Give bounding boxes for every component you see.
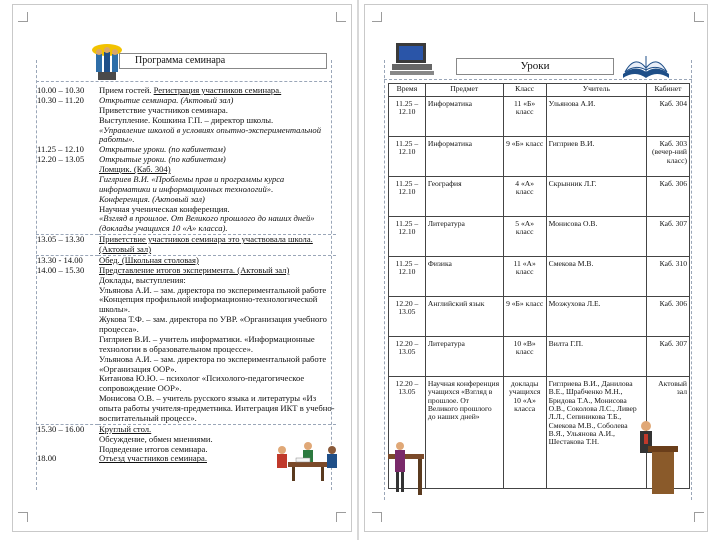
table-row: [389, 337, 690, 377]
table-row: [389, 297, 690, 337]
corner-mark: [372, 512, 382, 522]
schedule-time: 12.20 – 13.05: [37, 154, 85, 165]
cell-klass: 10 «В» класс: [503, 337, 546, 377]
program-header: Программа семинара: [119, 53, 327, 69]
schedule-time: 10.00 – 10.30: [37, 85, 85, 95]
schedule-row: [36, 155, 336, 165]
schedule-event-text: Доклады, выступления:: [99, 274, 186, 285]
table-row: [389, 137, 690, 177]
schedule-time: [36, 286, 98, 316]
corner-mark: [18, 512, 28, 522]
schedule-event-text: Приветствие участников семинара это участвовала школа. (Актовый зал): [99, 234, 313, 254]
lessons-header: Уроки: [456, 58, 614, 75]
cell-room: Каб. 304: [646, 97, 689, 137]
student-desk-icon: [384, 440, 434, 498]
schedule-time: 13.30 - 14.00: [36, 255, 98, 265]
schedule-time: [36, 116, 98, 126]
cell-teacher: Скрынник Л.Г.: [546, 177, 646, 217]
schedule-event-text: Китанова Ю.Ю. – психолог «Психолого-педагогическое сопровождение ООР».: [99, 373, 305, 394]
schedule-time: [36, 205, 98, 215]
schedule-time: [36, 435, 98, 445]
schedule-event-text: Жукова Т.Ф. – зам. директора по УВР. «Организация учебного процесса».: [99, 314, 327, 334]
students-discussion-icon: [270, 438, 342, 482]
corner-mark: [336, 512, 346, 522]
schedule-time: 13.05 – 13.30: [36, 235, 98, 256]
schedule-event-text: Ломщик. (Каб. 304): [99, 164, 171, 174]
schedule-row: [36, 394, 336, 424]
corner-mark: [18, 12, 28, 22]
schedule-event-text: Научная ученическая конференция.: [99, 203, 230, 214]
cell-teacher: Мозжухова Л.Е.: [546, 297, 646, 337]
guide-line: [36, 81, 332, 82]
cell-room: Каб. 310: [646, 257, 689, 297]
cell-time: 12.20 – 13.05: [389, 377, 426, 489]
cell-teacher: Гиглриева В.И., Данилова В.Е., Шрабченко М.Н., Бридова Т.А., Монисова О.В., Соколова Л.С., Ливер Л.Л., Сепиникова Т.Б., Смекова М.В., Соболева В.Я., Ульянова А.И., Шестакова Т.Н.: [546, 377, 646, 489]
computer-icon: [390, 42, 434, 76]
schedule-event-text: Представление итогов эксперимента. (Актовый зал): [99, 264, 290, 275]
schedule-row: [36, 374, 336, 394]
cell-klass: доклады учащихся 10 «А» класса: [503, 377, 546, 489]
lecturer-icon: [632, 420, 682, 498]
schedule-event-text: Монисова О.В. – учитель русского языка и литературы «Из опыта работы учителя-предметника. Интеграция ИКТ в учебно-воспитательный процесс».: [99, 393, 335, 423]
schedule-row: [36, 235, 336, 256]
cell-klass: 5 «А» класс: [503, 217, 546, 257]
cell-room: Каб. 306: [646, 297, 689, 337]
schedule-event-text: Обсуждение, обмен мнениями.: [99, 433, 213, 444]
schedule-event-text: Гиглриев В.И. «Проблемы прав и программы курса информатики и информационных технологий».: [99, 173, 285, 194]
cell-klass: 9 «Б» класс: [503, 137, 546, 177]
cell-subject: География: [425, 177, 503, 217]
schedule-time: 15.30 – 16.00: [36, 424, 98, 434]
schedule-time: [36, 276, 98, 286]
cell-subject: Литература: [425, 217, 503, 257]
cell-time: 11.25 – 12.10: [389, 137, 426, 177]
cell-klass: 9 «Б» класс: [503, 297, 546, 337]
cell-klass: 11 «Б» класс: [503, 97, 546, 137]
program-schedule: [36, 86, 336, 464]
schedule-time: [36, 394, 98, 424]
schedule-time: [36, 335, 98, 355]
corner-mark: [694, 512, 704, 522]
schedule-time: [36, 214, 98, 234]
schedule-event: [98, 374, 336, 394]
cell-teacher: Смекова М.В.: [546, 257, 646, 297]
schedule-time: [36, 355, 98, 375]
column-header: Класс: [503, 84, 546, 97]
cell-subject: Информатика: [425, 97, 503, 137]
column-header: Учитель: [546, 84, 646, 97]
schedule-event-text: Выступление. Кошкина Г.П. – директор школы.: [99, 114, 274, 125]
column-header: Кабинет: [646, 84, 689, 97]
schedule-event-text: Регистрация участников семинара.: [153, 85, 282, 95]
cell-klass: 11 «А» класс: [503, 257, 546, 297]
cell-room: Актовый зал: [646, 377, 689, 489]
schedule-event-text: «Взгляд в прошлое. От Великого прошлого до наших дней» (доклады учащихся 10 «А» класса).: [99, 213, 315, 234]
schedule-event: [98, 355, 336, 375]
cell-room: Каб. 306: [646, 177, 689, 217]
table-header-row: [389, 84, 690, 97]
cell-time: 11.25 – 12.10: [389, 97, 426, 137]
schedule-row: [36, 175, 336, 195]
cell-teacher: Гиглриев В.И.: [546, 137, 646, 177]
cell-room: Каб. 303 (вечер-ний класс): [646, 137, 689, 177]
guide-line: [691, 60, 692, 500]
schedule-event: [98, 126, 336, 146]
schedule-time: 14.00 – 15.30: [37, 264, 85, 275]
schedule-event-text: Обед. (Школьная столовая): [99, 254, 199, 265]
schedule-event-text: Отъезд участников семинара.: [99, 453, 207, 464]
cell-time: 11.25 – 12.10: [389, 217, 426, 257]
schedule-event: [98, 315, 336, 335]
table-row: [389, 97, 690, 137]
schedule-row: [36, 315, 336, 335]
schedule-event-text: Круглый стол.: [99, 423, 152, 434]
schedule-event-text: Гиглриев В.И. – учитель информатики. «Информационные технологии в образовательном процессе».: [99, 333, 315, 354]
cell-subject: Литература: [425, 337, 503, 377]
schedule-event-text: Приветствие участников семинара.: [99, 104, 228, 115]
schedule-event-text: «Управление школой в условиях опытно-экспериментальной работы».: [99, 124, 321, 145]
cell-room: Каб. 307: [646, 337, 689, 377]
corner-mark: [336, 12, 346, 22]
schedule-event: [98, 394, 336, 424]
schedule-event: [98, 214, 336, 234]
schedule-time: 10.30 – 11.20: [37, 94, 84, 105]
schedule-event-text: Прием гостей.: [99, 85, 154, 95]
schedule-time: [36, 175, 98, 195]
cell-subject: Физика: [425, 257, 503, 297]
schedule-event-text: Открытие семинара. (Актовый зал): [99, 94, 234, 105]
schedule-event-text: Ульянова А.И. – зам. директора по экспериментальной работе «Концепция профильной информационно-технологической школы».: [99, 284, 327, 315]
schedule-event: [98, 335, 336, 355]
table-row: [389, 217, 690, 257]
schedule-time: [36, 195, 98, 205]
corner-mark: [372, 12, 382, 22]
schedule-row: [36, 126, 336, 146]
cell-time: 12.20 – 13.05: [389, 337, 426, 377]
cell-time: 11.25 – 12.10: [389, 177, 426, 217]
guide-line: [384, 60, 385, 500]
schedule-row: [36, 214, 336, 234]
schedule-event: [98, 235, 336, 256]
schedule-time: [36, 374, 98, 394]
schedule-event-text: Ульянова А.И. – зам. директора по экспериментальной работе «Организация ООР».: [99, 353, 327, 374]
table-row: [389, 257, 690, 297]
schedule-event-text: Конференция. (Актовый зал): [99, 193, 205, 204]
schedule-time: [36, 126, 98, 146]
schedule-event-text: Подведение итогов семинара.: [99, 443, 208, 454]
schedule-event: [98, 286, 336, 316]
schedule-time: [36, 315, 98, 335]
corner-mark: [694, 12, 704, 22]
page-spine: [357, 0, 359, 540]
cell-time: 12.20 – 13.05: [389, 297, 426, 337]
cell-subject: Английский язык: [425, 297, 503, 337]
cell-subject: Информатика: [425, 137, 503, 177]
column-header: Время: [389, 84, 426, 97]
cell-teacher: Монисова О.В.: [546, 217, 646, 257]
schedule-row: [36, 266, 336, 276]
schedule-row: [36, 286, 336, 316]
schedule-event-text: Открытые уроки. (по кабинетам): [99, 144, 226, 155]
cell-teacher: Вилта Г.П.: [546, 337, 646, 377]
schedule-time: 11.25 – 12.10: [37, 144, 84, 155]
table-row: [389, 177, 690, 217]
schedule-time: [36, 165, 98, 175]
open-book-icon: [621, 50, 671, 80]
schedule-event-text: Открытые уроки. (по кабинетам): [99, 154, 226, 165]
schedule-event: [98, 175, 336, 195]
column-header: Предмет: [425, 84, 503, 97]
cell-subject: Научная конференция учащихся «Взгляд в прошлое. От Великого прошлого до наших дней»: [425, 377, 503, 489]
cell-time: 11.25 – 12.10: [389, 257, 426, 297]
schedule-time: [36, 106, 98, 116]
cell-klass: 4 «А» класс: [503, 177, 546, 217]
schedule-row: [36, 335, 336, 355]
schedule-row: [36, 355, 336, 375]
schedule-time: 18.00: [37, 453, 57, 464]
cell-teacher: Ульянова А.И.: [546, 97, 646, 137]
cell-room: Каб. 307: [646, 217, 689, 257]
